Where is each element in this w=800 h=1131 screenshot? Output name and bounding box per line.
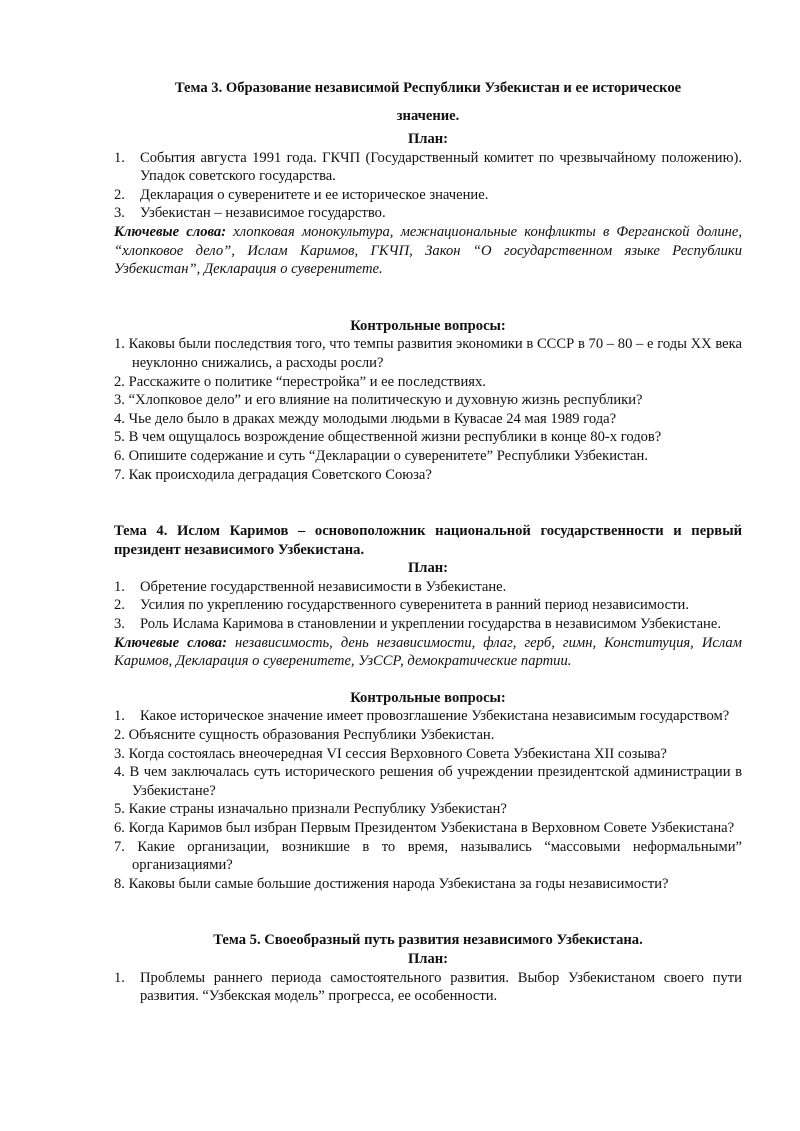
topic4-plan-list [114,578,742,634]
list-number: 1. [114,708,125,725]
topic4-title: Тема 4. Ислом Каримов – основоположник национальной государственности и первый президент независимого Узбекистана. [114,523,742,558]
question-item: 2. Расскажите о политике “перестройка” и ее последствиях. [114,373,486,390]
list-text: Декларация о суверенитете и ее историческое значение. [140,186,489,203]
list-item [114,578,742,597]
topic3-plan-label: План: [407,131,449,147]
list-number: 2. [114,597,125,614]
list-text: Обретение государственной независимости в Узбекистане. [140,578,507,595]
keywords-label: Ключевые слова: [114,223,227,240]
topic5-plan-list [114,969,742,1006]
topic3-title-line2: значение. [396,108,460,124]
question-item: 3. “Хлопковое дело” и его влияние на политическую и духовную жизнь республики? [114,392,643,409]
keywords-text: независимость, день независимости, флаг, герб, гимн, Конституция, Ислам Каримов, Декларация о суверенитете, УзССР, демократические партии. [114,634,742,670]
list-item [114,615,742,634]
list-number: 1. [114,969,125,986]
question-item: 4. Чье дело было в драках между молодыми людьми в Кувасае 24 мая 1989 года? [114,410,617,427]
question-item: 1. Каковы были последствия того, что темпы развития экономики в СССР в 70 – 80 – е годы XX века неуклонно снижались, а расходы росли? [114,336,742,371]
list-number: 1. [114,149,125,166]
topic3-title [114,74,742,130]
list-text: Узбекистан – независимое государство. [140,205,386,222]
question-item: 5. В чем ощущалось возрождение общественной жизни республики в конце 80-х годов? [114,429,662,446]
topic3-keywords [114,223,742,279]
question-item: 5. Какие страны изначально признали Республику Узбекистан? [114,801,507,818]
list-number: 3. [114,616,125,633]
list-item [114,969,742,1006]
question-item [114,707,742,726]
question-item: 7. Как происходила деградация Советского Союза? [114,466,432,483]
topic3-questions-list [114,335,742,484]
keywords-label: Ключевые слова: [114,634,227,651]
list-number: 2. [114,186,125,203]
topic5-plan-label: План: [407,950,449,967]
list-text: Усилия по укреплению государственного суверенитета в ранний период независимости. [140,597,689,614]
question-item: 8. Каковы были самые большие достижения народа Узбекистана за годы независимости? [114,875,669,892]
topic4-plan-label: План: [407,560,449,577]
list-item [114,149,742,186]
document-page [114,74,742,1006]
question-item: 4. В чем заключалась суть исторического решения об учреждении президентской администрации в Узбекистане? [114,764,742,799]
topic3-questions-label: Контрольные вопросы: [350,317,506,334]
topic3-title-line1: Тема 3. Образование независимой Республики Узбекистан и ее историческое [174,80,682,96]
topic4-questions-label: Контрольные вопросы: [350,689,506,706]
topic4-keywords [114,634,742,671]
list-text: Проблемы раннего периода самостоятельного развития. Выбор Узбекистаном своего пути развития. “Узбекская модель” прогресса, ее особенности. [140,969,742,1005]
question-item: 3. Когда состоялась внеочередная VI сессия Верховного Совета Узбекистана XII созыва? [114,745,667,762]
topic5-title: Тема 5. Своеобразный путь развития независимого Узбекистана. [213,932,643,949]
list-number: 1. [114,578,125,595]
question-item: 2. Объясните сущность образования Республики Узбекистан. [114,727,495,744]
keywords-text: хлопковая монокультура, межнациональные конфликты в Ферганской долине, “хлопковое дело”, Ислам Каримов, ГКЧП, Закон “О государственном языке Республики Узбекистан”, Декларация о суверенитете. [114,223,742,278]
list-text: Роль Ислама Каримова в становлении и укреплении государства в независимом Узбекистане. [140,616,721,633]
list-item [114,596,742,615]
list-number: 3. [114,205,125,222]
list-text: События августа 1991 года. ГКЧП (Государственный комитет по чрезвычайному положению). Упадок советского государства. [140,149,742,185]
question-item: 7. Какие организации, возникшие в то время, назывались “массовыми неформальными” организациями? [114,838,742,874]
question-text: Какое историческое значение имеет провозглашение Узбекистана независимым государством? [140,708,730,725]
topic3-plan-list [114,149,742,223]
question-item: 6. Когда Каримов был избран Первым Президентом Узбекистана в Верховном Совете Узбекистана? [114,820,735,836]
question-item: 6. Опишите содержание и суть “Декларации о суверенитете” Республики Узбекистан. [114,447,648,464]
list-item [114,186,742,205]
list-item [114,204,742,223]
topic4-questions-list [114,707,742,893]
